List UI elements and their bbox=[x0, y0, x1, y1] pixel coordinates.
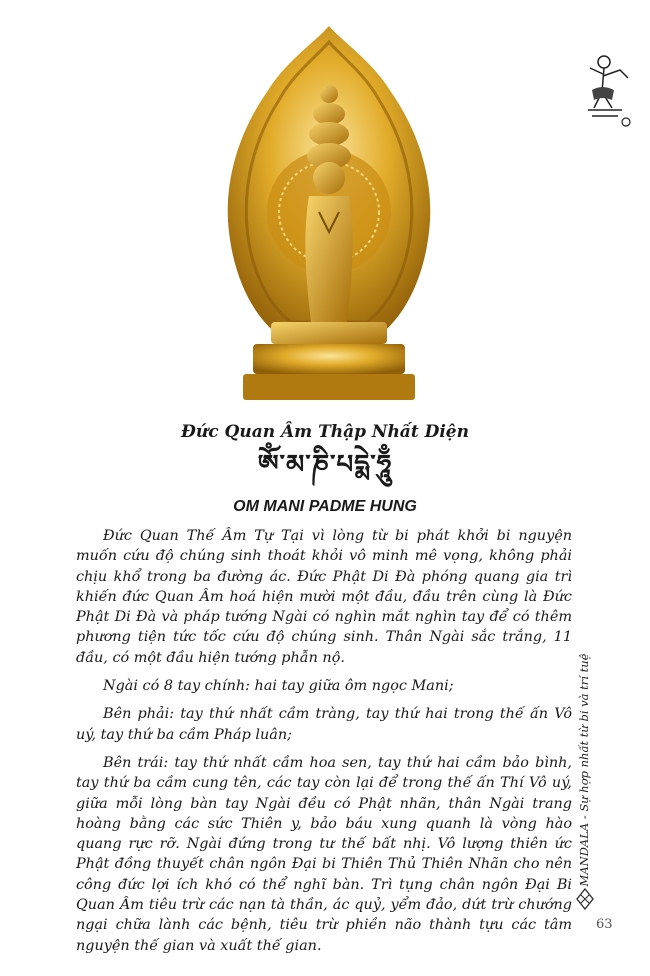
body-text bbox=[76, 526, 572, 964]
mantra-heading: OM MANI PADME HUNG bbox=[233, 498, 417, 515]
avalokiteshvara-statue-image bbox=[223, 22, 435, 404]
knot-ornament-icon bbox=[576, 888, 594, 910]
body-paragraph: Bên phải: tay thứ nhất cầm tràng, tay thứ hai trong thế ấn Vô uý, tay thứ ba cầm Pháp luân; bbox=[76, 706, 572, 743]
body-paragraph: Bên trái: tay thứ nhất cầm hoa sen, tay thứ hai cầm bảo bình, tay thứ ba cầm cung tên, các tay còn lại để trong thế ấn Thí Vô uý, giữa mỗi lòng bàn tay Ngài đều có Phật nhãn, thân Ngài trang hoàng bằng các sức Thiên y, bảo báu xung quanh là vòng hào quang rực rỡ. Ngài đứng trong tư thế bất nhị. Vô lượng thiên ức Phật đồng thuyết chân ngôn Đại bi Thiên Thủ Thiên Nhãn cho nên công đức lợi ích khó có thể nghĩ bàn. Trì tụng chân ngôn Đại Bi Quan Âm tiêu trừ các nạn tà thần, ác quỷ, yểm đảo, dứt trừ chướng ngại chữa lành các bệnh, tiêu trừ phiền não thành tựu các tâm nguyện thế gian và xuất thế gian. bbox=[76, 754, 572, 954]
body-paragraph: Đức Quan Thế Âm Tự Tại vì lòng từ bi phát khởi bi nguyện muốn cứu độ chúng sinh thoát khỏi vô minh mê vọng, không phải chịu khổ trong ba đường ác. Đức Phật Di Đà phóng quang gia trì khiến đức Quan Âm hoá hiện mười một đầu, đầu trên cùng là Đức Phật Di Đà và pháp tướng Ngài có nghìn mắt nghìn tay để có thêm phương tiện tức tốc cứu độ chúng sinh. Thân Ngài sắc trắng, 11 đầu, có một đầu hiện tướng phẫn nộ. bbox=[76, 528, 572, 666]
body-paragraph: Ngài có 8 tay chính: hai tay giữa ôm ngọc Mani; bbox=[103, 678, 454, 695]
figure-caption: Đức Quan Âm Thập Nhất Diện bbox=[181, 422, 469, 442]
dancing-figure-ornament bbox=[582, 50, 634, 130]
running-title-text: MANDALA - Sự hợp nhất từ bi và trí tuệ bbox=[577, 653, 591, 887]
tibetan-mantra: ཨོཾ་མ་ཎི་པདྨེ་ཧཱུྃ bbox=[257, 450, 393, 480]
page-number: 63 bbox=[596, 917, 613, 932]
running-title bbox=[572, 650, 596, 890]
